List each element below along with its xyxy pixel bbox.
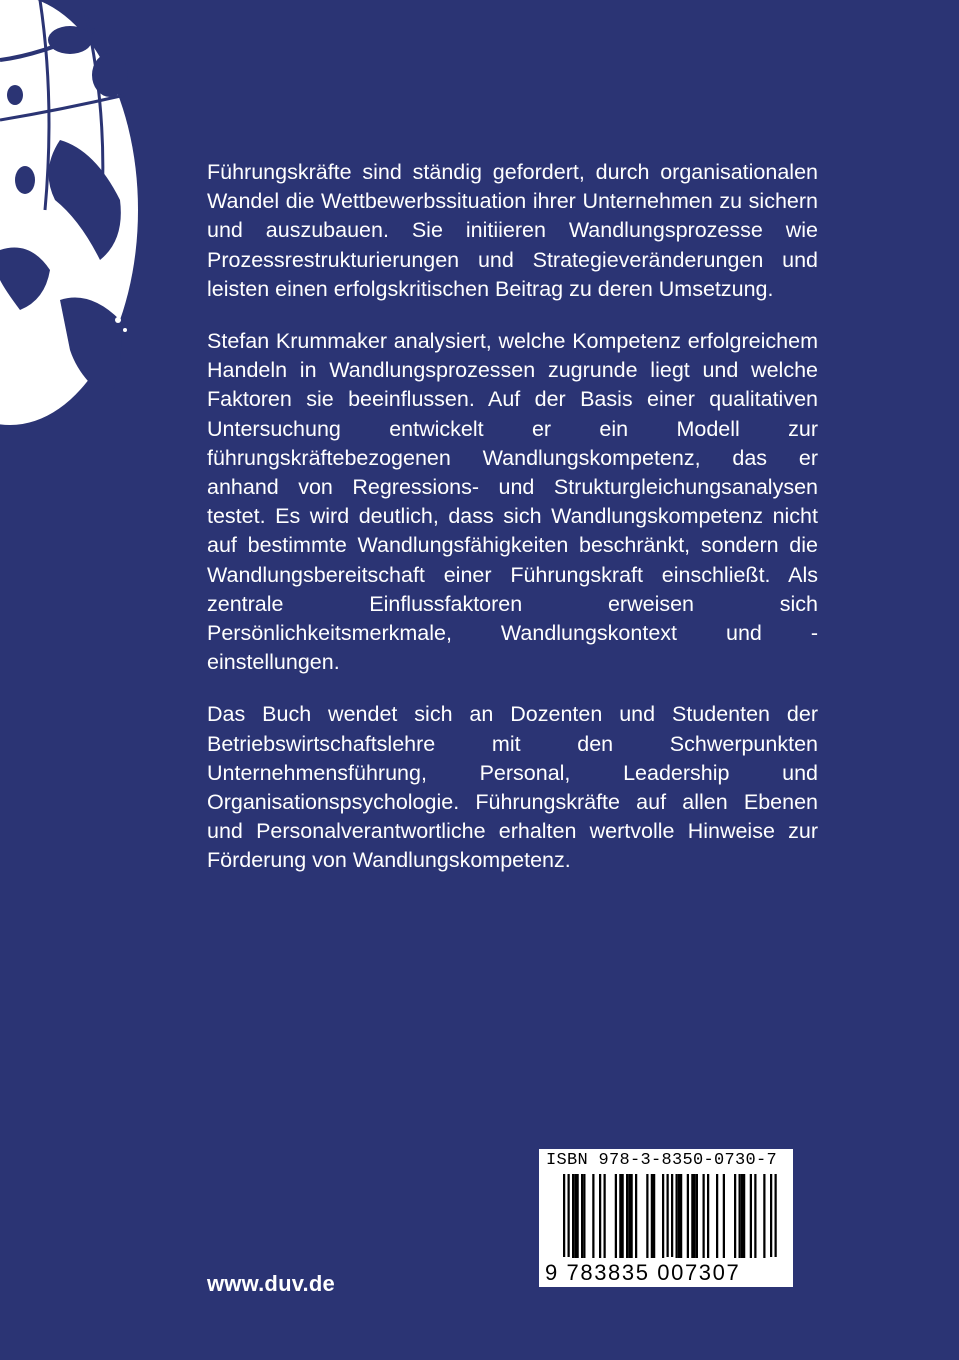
barcode-bar [703, 1174, 705, 1258]
barcode-bar [622, 1174, 624, 1258]
barcode-bar [743, 1174, 745, 1258]
barcode-bar [631, 1174, 633, 1258]
barcode-bar [750, 1174, 752, 1258]
barcode-bar [754, 1174, 756, 1258]
barcode-bar [678, 1174, 680, 1258]
barcode-bar [770, 1174, 772, 1257]
barcode-bar [741, 1174, 743, 1258]
barcode-bar [626, 1174, 628, 1258]
barcode-bar [581, 1174, 583, 1258]
blurb-paragraph-3: Das Buch wendet sich an Dozenten und Studenten der Betriebswirtschaftslehre mit den Schwerpunkten Unternehmensführung, Personal, Leadership und Organisationspsychologie. Führungskräfte auf allen Ebenen und Personalverantwortliche erhalten wertvolle Hinweise zur Förderung von Wandlungskompetenz. [207, 702, 818, 873]
barcode-bar [604, 1174, 606, 1258]
barcode-bar [707, 1174, 709, 1258]
barcode-bar [716, 1174, 718, 1258]
barcode-bar [662, 1174, 664, 1258]
barcode-bar [687, 1174, 689, 1258]
barcode-bar [680, 1174, 682, 1258]
barcode-bar [574, 1174, 576, 1258]
barcode-bar [651, 1174, 653, 1258]
isbn-barcode [539, 1149, 793, 1287]
barcode-bar [583, 1174, 585, 1258]
barcode-bar [696, 1174, 698, 1258]
publisher-url[interactable]: www.duv.de [207, 1271, 335, 1296]
blurb-paragraph-1: Führungskräfte sind ständig gefordert, durch organisationalen Wandel die Wettbewerbssituation ihrer Unternehmen zu sichern und auszubauen. Sie initiieren Wandlungsprozesse wie Prozessrestrukturierungen und Strategieveränderungen und leisten einen erfolgskritischen Beitrag zu deren Umsetzung. [207, 160, 818, 301]
barcode-bar [653, 1174, 655, 1258]
barcode-bar [572, 1174, 574, 1258]
isbn-label: ISBN 978-3-8350-0730-7 [546, 1151, 778, 1170]
barcode-bar [739, 1174, 741, 1258]
barcode-bar [763, 1174, 765, 1258]
barcode-bar [676, 1174, 678, 1258]
barcode-bar [671, 1174, 673, 1257]
globe-map-fragment-icon [0, 0, 140, 425]
barcode-bar [568, 1174, 570, 1257]
barcode-bar [615, 1174, 617, 1258]
barcode-bar [694, 1174, 696, 1258]
barcode-bar [734, 1174, 736, 1258]
barcode-bar [667, 1174, 669, 1257]
barcode-bar [599, 1174, 601, 1258]
barcode-bar [628, 1174, 630, 1258]
barcode-bar [592, 1174, 594, 1258]
barcode-bar [635, 1174, 637, 1258]
barcode-bar [619, 1174, 621, 1258]
ean-number: 9 783835 007307 [545, 1260, 741, 1285]
barcode-bar [577, 1174, 579, 1258]
barcode-bar [723, 1174, 725, 1258]
barcode-bar [563, 1174, 565, 1257]
back-cover-blurb [207, 158, 818, 899]
barcode-bar [646, 1174, 648, 1258]
barcode-bar [691, 1174, 693, 1258]
blurb-paragraph-2: Stefan Krummaker analysiert, welche Kompetenz erfolgreichem Handeln in Wandlungsprozessen zugrunde liegt und welche Faktoren sie beeinflussen. Auf der Basis einer qualitativen Untersuchung entwickelt er ein Modell zur führungskräftebezogenen Wandlungskompetenz, das er anhand von Regressions- und Strukturgleichungsanalysen testet. Es wird deutlich, dass sich Wandlungskompetenz nicht auf bestimmte Wandlungsfähigkeiten beschränkt, sondern die Wandlungsbereitschaft einer Führungskraft einschließt. Als zentrale Einflussfaktoren erweisen sich Persönlichkeitsmerkmale, Wandlungskontext und -einstellungen. [207, 329, 818, 675]
barcode-bar [775, 1174, 777, 1257]
